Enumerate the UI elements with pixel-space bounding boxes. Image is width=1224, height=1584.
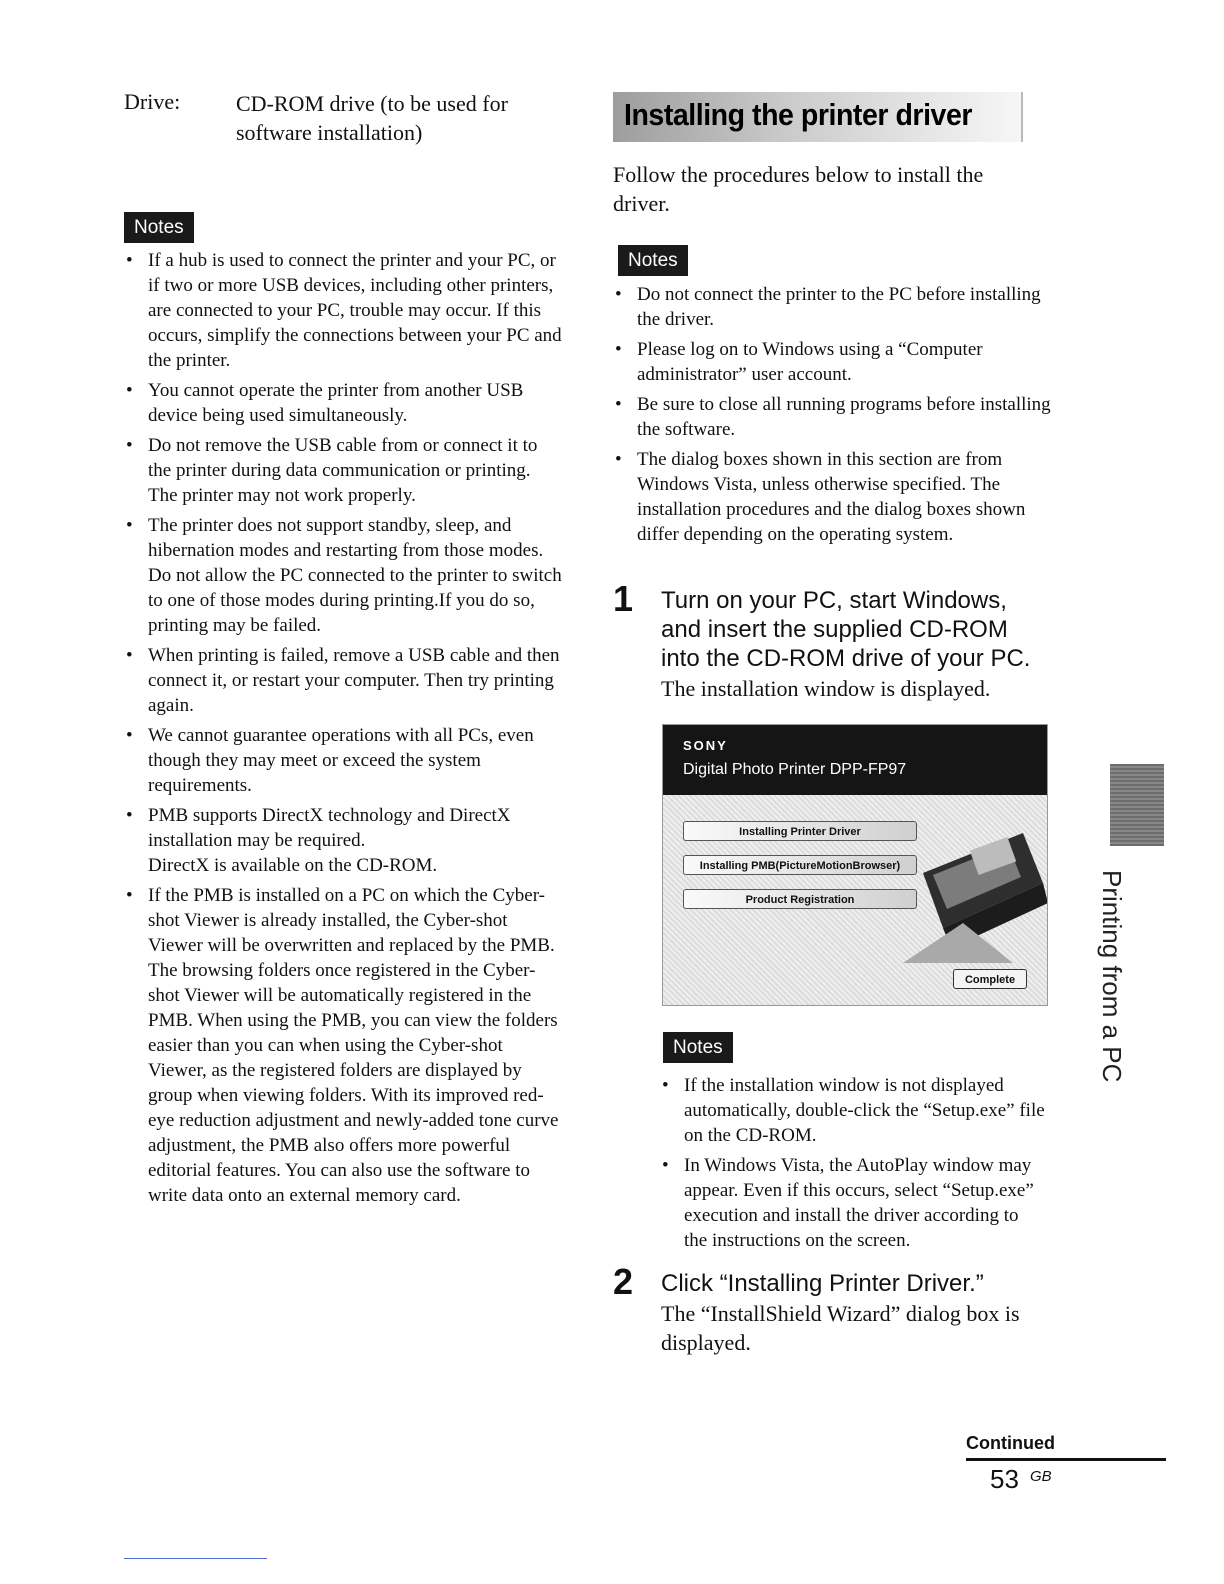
list-item: • In Windows Vista, the AutoPlay window may appear. Even if this occurs, select “Setup.exe” execution and install the driver according to the instructions on the screen. [660,1153,1045,1253]
list-item: • If the installation window is not displayed automatically, double-click the “Setup.exe” file on the CD-ROM. [660,1073,1045,1148]
list-item: • Please log on to Windows using a “Computer administrator” user account. [613,337,1053,387]
directx-note-text: • PMB supports DirectX technology and DirectX installation may be required. [148,805,511,851]
complete-button[interactable]: Complete [953,969,1027,989]
step2-title: Click “Installing Printer Driver.” [661,1270,984,1297]
list-item: • The dialog boxes shown in this section are from Windows Vista, unless otherwise specified. The installation procedures and the dialog boxes shown differ depending on the operating system. [613,447,1053,547]
list-item: • The printer does not support standby, sleep, and hibernation modes and restarting from those modes. Do not allow the PC connected to the printer to switch to one of those modes during printing.If you do so, printing may be failed. [124,513,564,638]
side-tab-label: Printing from a PC [1097,870,1127,1083]
printer-icon [903,813,1048,963]
step1-number: 1 [613,578,634,619]
list-item: • If the PMB is installed on a PC on which the Cyber-shot Viewer is already installed, the Cyber-shot Viewer will be overwritten and replaced by the PMB. The browsing folders once registered in the Cyber-shot Viewer will be automatically registered in the PMB. When using the PMB, you can view the folders easier than you can when using the Cyber-shot Viewer, as the registered folders are displayed by group when viewing folders. With its improved red-eye reduction adjustment and newly-added tone curve adjustment, the PMB also offers more powerful editorial features. You can also use the software to write data onto an external memory card. [124,883,564,1208]
list-item: • Do not remove the USB cable from or connect it to the printer during data communication or printing. The printer may not work properly. [124,433,564,508]
directx-availability: DirectX is available on the CD-ROM. [148,855,438,876]
step2-description: The “InstallShield Wizard” dialog box is displayed. [661,1301,1020,1355]
footer-divider [966,1458,1166,1461]
list-item: • We cannot guarantee operations with all PCs, even though they may meet or exceed the system requirements. [124,723,564,798]
list-item: • When printing is failed, remove a USB cable and then connect it, or restart your computer. Then try printing again. [124,643,564,718]
list-item: • If a hub is used to connect the printer and your PC, or if two or more USB devices, including other printers, are connected to your PC, trouble may occur. If this occurs, simplify the connections between your PC and the printer. [124,248,564,373]
step1-title: Turn on your PC, start Windows, and insert the supplied CD-ROM into the CD-ROM drive of your PC. [661,587,1031,672]
step1-notes-list [660,1073,1045,1258]
drive-value-line2: software installation) [236,120,423,145]
list-item [124,803,564,878]
list-item: • You cannot operate the printer from another USB device being used simultaneously. [124,378,564,428]
installation-window-screenshot [662,724,1048,1006]
right-notes-list [613,282,1053,552]
installing-pmb-button[interactable]: Installing PMB(PictureMotionBrowser) [683,855,917,875]
bottom-divider [124,1558,267,1559]
sony-logo: SONY [683,738,728,753]
step1-notes-badge: Notes [663,1032,733,1063]
install-window-body [663,795,1047,1005]
side-tab-marker [1110,764,1164,846]
page-suffix: GB [1030,1468,1052,1485]
right-notes-badge: Notes [618,245,688,276]
page-number: 53 [990,1464,1019,1494]
list-item: • Do not connect the printer to the PC before installing the driver. [613,282,1053,332]
product-registration-button[interactable]: Product Registration [683,889,917,909]
drive-label: Drive: [124,89,181,114]
list-item: • Be sure to close all running programs before installing the software. [613,392,1053,442]
left-notes-badge: Notes [124,212,194,243]
installing-printer-driver-button[interactable]: Installing Printer Driver [683,821,917,841]
left-notes-list [124,248,564,1213]
drive-value-line1: CD-ROM drive (to be used for [236,91,508,116]
section-title: Installing the printer driver [624,97,972,132]
step1-description: The installation window is displayed. [661,676,991,701]
product-name: Digital Photo Printer DPP-FP97 [683,761,907,778]
step2-number: 2 [613,1261,634,1302]
continued-label: Continued [966,1433,1055,1453]
intro-text: Follow the procedures below to install the driver. [613,162,984,216]
drive-value [236,89,566,147]
install-window-header [663,725,1047,795]
